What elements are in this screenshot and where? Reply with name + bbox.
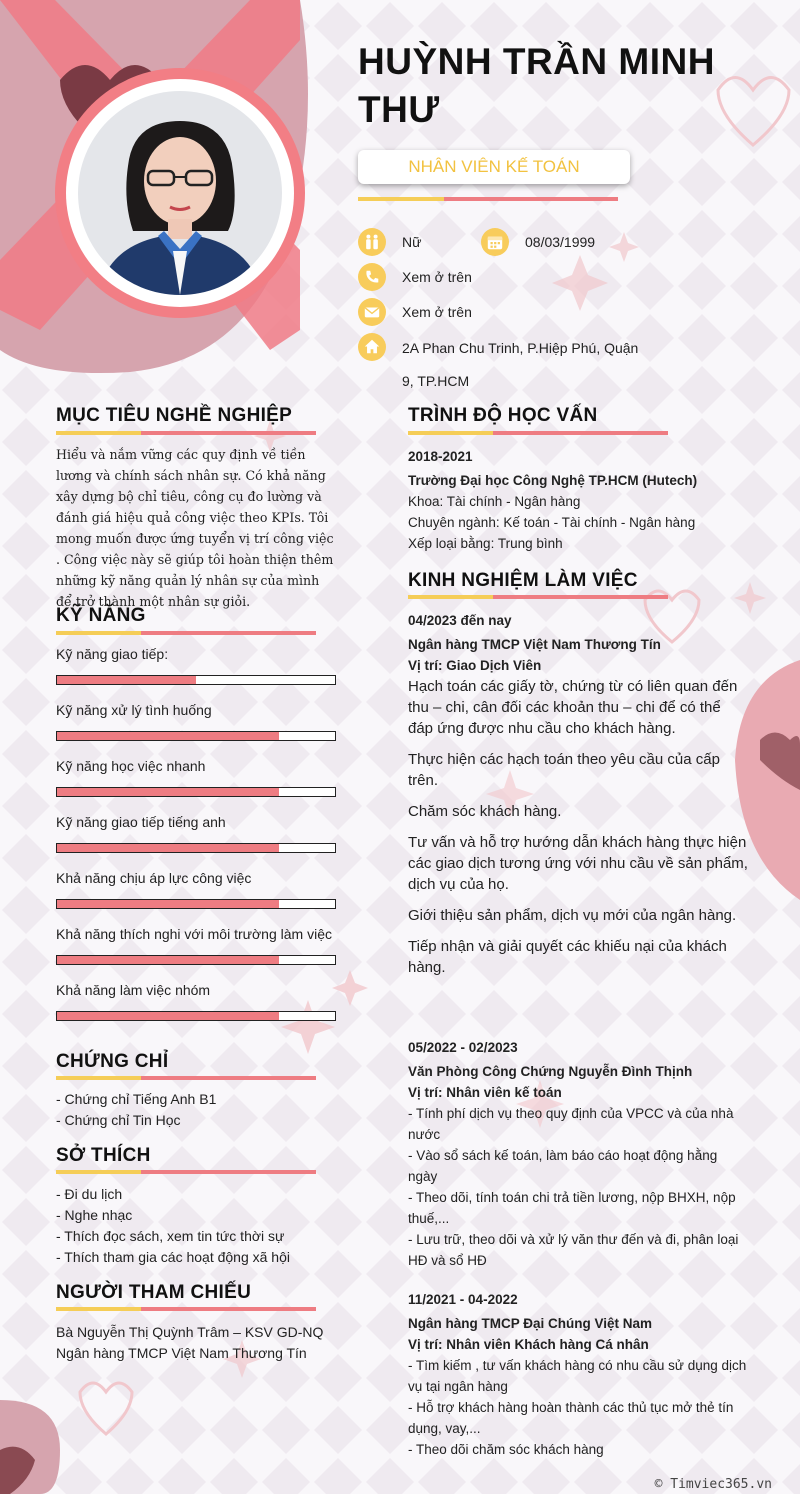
address-value [402, 339, 638, 390]
job-duty: Giới thiệu sản phẩm, dịch vụ mới của ngân hàng. [408, 907, 737, 924]
job-position: Vị trí: Nhân viên kế toán [408, 1085, 562, 1100]
skill-label: Kỹ năng giao tiếp tiếng anh [56, 814, 226, 830]
job-entry [408, 610, 748, 978]
skill-item [56, 926, 338, 982]
education-faculty: Khoa: Tài chính - Ngân hàng [408, 494, 581, 509]
gender-value: Nữ [402, 234, 422, 250]
job-company: Ngân hàng TMCP Đại Chúng Việt Nam [408, 1316, 653, 1331]
job-duty: Tư vấn và hỗ trợ hướng dẫn khách hàng thực hiện các giao dịch tương ứng với nhu cầu về sản phẩm, dịch vụ của họ. [408, 834, 748, 893]
home-icon [358, 333, 386, 361]
education-underline [408, 431, 668, 435]
references-text [56, 1322, 323, 1364]
objective-title: MỤC TIÊU NGHỀ NGHIỆP [56, 405, 293, 426]
skill-bar-fill [57, 788, 279, 796]
job-duty: - Theo dõi, tính toán chi trả tiền lương, nộp BHXH, nộp thuế,... [408, 1190, 736, 1226]
skill-label: Khả năng thích nghi với môi trường làm việc [56, 926, 332, 942]
skill-label: Khả năng làm việc nhóm [56, 982, 211, 998]
skill-bar [56, 787, 336, 797]
job-company: Ngân hàng TMCP Việt Nam Thương Tín [408, 637, 661, 652]
job-period: 11/2021 - 04-2022 [408, 1292, 518, 1307]
certificates-underline [56, 1076, 316, 1080]
skill-item [56, 982, 338, 1038]
job-duty: - Theo dõi chăm sóc khách hàng [408, 1442, 604, 1457]
gender-icon [358, 228, 386, 256]
job-company: Văn Phòng Công Chứng Nguyễn Đình Thịnh [408, 1064, 693, 1079]
hobbies-title: SỞ THÍCH [56, 1145, 151, 1166]
skill-bar-fill [57, 676, 196, 684]
skill-bar-fill [57, 732, 279, 740]
job-period: 05/2022 - 02/2023 [408, 1040, 518, 1055]
reference-line-2: Ngân hàng TMCP Việt Nam Thương Tín [56, 1345, 307, 1361]
education-title: TRÌNH ĐỘ HỌC VẤN [408, 405, 598, 426]
skill-bar-fill [57, 1012, 279, 1020]
experience-title: KINH NGHIỆM LÀM VIỆC [408, 570, 638, 591]
skill-bar [56, 731, 336, 741]
job-period: 04/2023 đến nay [408, 613, 512, 628]
education-grade: Xếp loại bằng: Trung bình [408, 536, 563, 551]
job-duty: - Hỗ trợ khách hàng hoàn thành các thủ tục mở thẻ tín dụng, vay,... [408, 1400, 734, 1436]
reference-line-1: Bà Nguyễn Thị Quỳnh Trâm – KSV GD-NQ [56, 1324, 324, 1340]
skill-bar-fill [57, 956, 279, 964]
skills-underline [56, 631, 316, 635]
certificates-title: CHỨNG CHỈ [56, 1051, 169, 1072]
email-icon [358, 298, 386, 326]
certificates-list [56, 1089, 216, 1131]
experience-underline [408, 595, 668, 599]
skills-list [56, 646, 338, 1038]
skill-bar [56, 1011, 336, 1021]
skill-item [56, 646, 338, 702]
education-period: 2018-2021 [408, 449, 473, 464]
list-item: - Nghe nhạc [56, 1207, 133, 1223]
skill-bar-fill [57, 844, 279, 852]
skill-bar [56, 843, 336, 853]
phone-value: Xem ở trên [402, 269, 472, 285]
title-underline [358, 197, 618, 201]
skill-bar [56, 675, 336, 685]
job-position: Vị trí: Giao Dịch Viên [408, 658, 542, 673]
skill-label: Kỹ năng học việc nhanh [56, 758, 206, 774]
skill-label: Khả năng chịu áp lực công việc [56, 870, 252, 886]
job-duty: Hạch toán các giấy tờ, chứng từ có liên quan đến thu – chi, cân đối các khoản thu – chi để có thể đáp ứng được nhu cầu cho khách hàng. [408, 678, 738, 737]
job-duty: Thực hiện các hạch toán theo yêu cầu của cấp trên. [408, 751, 720, 789]
skill-bar [56, 899, 336, 909]
hobbies-underline [56, 1170, 316, 1174]
list-item: - Chứng chỉ Tin Học [56, 1112, 181, 1128]
job-duty: - Tính phí dịch vụ theo quy định của VPCC và của nhà nước [408, 1106, 734, 1142]
education-major: Chuyên ngành: Kế toán - Tài chính - Ngân hàng [408, 515, 696, 530]
job-title-badge: NHÂN VIÊN KẾ TOÁN [358, 150, 630, 184]
address-line-2: 9, TP.HCM [402, 373, 470, 389]
list-item: - Thích đọc sách, xem tin tức thời sự [56, 1228, 285, 1244]
objective-text: Hiểu và nắm vững các quy định về tiền lương và chính sách nhân sự. Có khả năng xây dựng bộ chỉ tiêu, công cụ đo lường và đánh giá hiệu quả công việc theo KPIs. Tôi mong muốn được ứng tuyển vị trí công việc . Công việc này sẽ giúp tôi hoàn thiện thêm những kỹ năng quản lý nhân sự của mình để trở thành một nhân sự giỏi. [56, 447, 334, 609]
job-duty: - Tìm kiếm , tư vấn khách hàng có nhu cầu sử dụng dịch vụ tại ngân hàng [408, 1358, 747, 1394]
candidate-name: HUỲNH TRẦN MINH THƯ [358, 41, 715, 130]
job-entry [408, 1037, 748, 1271]
education-school: Trường Đại học Công Nghệ TP.HCM (Hutech) [408, 473, 698, 488]
job-duty: - Vào sổ sách kế toán, làm báo cáo hoạt động hằng ngày [408, 1148, 718, 1184]
skill-bar [56, 955, 336, 965]
list-item: - Thích tham gia các hoạt động xã hội [56, 1249, 290, 1265]
education-block [408, 446, 748, 554]
email-value: Xem ở trên [402, 304, 472, 320]
list-item: - Chứng chỉ Tiếng Anh B1 [56, 1091, 217, 1107]
job-duty: - Lưu trữ, theo dõi và xử lý văn thư đến và đi, phân loại HĐ và sổ HĐ [408, 1232, 739, 1268]
skills-title: KỸ NĂNG [56, 605, 146, 626]
skill-bar-fill [57, 900, 279, 908]
job-duty: Tiếp nhận và giải quyết các khiếu nại của khách hàng. [408, 938, 727, 976]
references-title: NGƯỜI THAM CHIẾU [56, 1282, 252, 1303]
references-underline [56, 1307, 316, 1311]
skill-item [56, 870, 338, 926]
skill-item [56, 758, 338, 814]
job-position: Vị trí: Nhân viên Khách hàng Cá nhân [408, 1337, 649, 1352]
objective-underline [56, 431, 316, 435]
address-line-1: 2A Phan Chu Trinh, P.Hiệp Phú, Quận [402, 340, 639, 356]
job-entry [408, 1289, 748, 1460]
hobbies-list [56, 1184, 290, 1268]
skill-label: Kỹ năng xử lý tình huống [56, 702, 212, 718]
skill-label: Kỹ năng giao tiếp: [56, 646, 169, 662]
phone-icon [358, 263, 386, 291]
list-item: - Đi du lịch [56, 1186, 123, 1202]
calendar-icon [481, 228, 509, 256]
skill-item [56, 702, 338, 758]
birthdate-value: 08/03/1999 [525, 234, 596, 250]
skill-item [56, 814, 338, 870]
avatar [55, 68, 305, 318]
job-duty: Chăm sóc khách hàng. [408, 803, 562, 820]
footer-credit: © Timviec365.vn [654, 1477, 772, 1492]
